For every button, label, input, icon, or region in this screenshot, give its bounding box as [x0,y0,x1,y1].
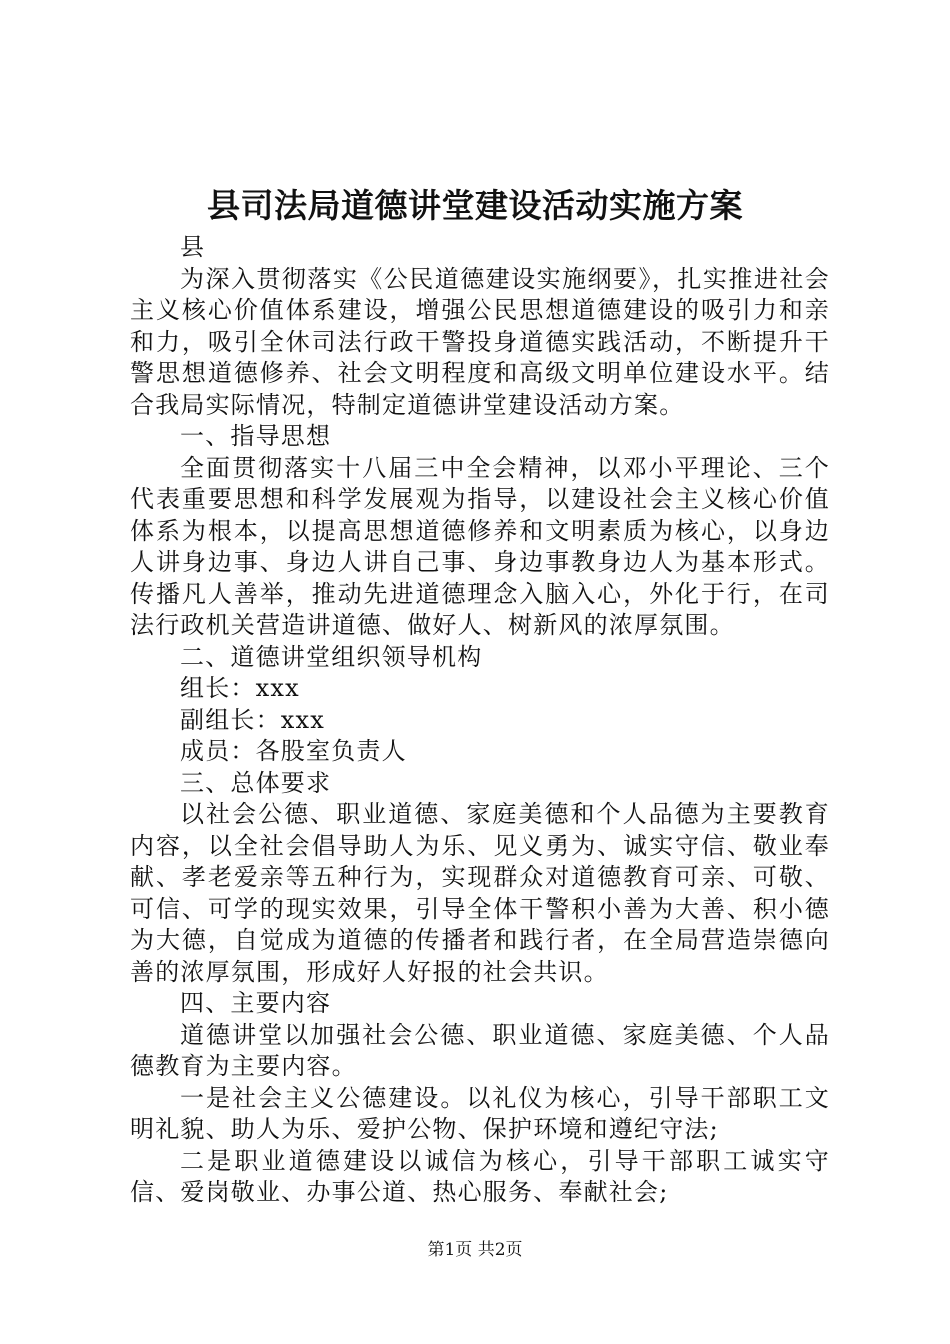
paragraph-county: 县 [180,233,206,261]
paragraph-professional-ethics: 二是职业道德建设以诚信为核心，引导干部职工诚实守信、爱岗敬业、办事公道、热心服务、奉献社会; [130,1146,830,1206]
members-line: 成员：各股室负责人 [180,737,407,765]
heading-leadership: 二、道德讲堂组织领导机构 [180,642,483,671]
document-title: 县司法局道德讲堂建设活动实施方案 [207,186,743,225]
page-number-footer: 第1页 共2页 [427,1240,523,1260]
heading-main-content: 四、主要内容 [180,989,332,1017]
paragraph-guiding-thought: 全面贯彻落实十八届三中全会精神，以邓小平理论、三个代表重要思想和科学发展观为指导，以建设社会主义核心价值体系为根本，以提高思想道德修养和文明素质为核心，以身边人讲身边事、身边人讲自己事、身边事教身边人为基本形式。传播凡人善举，推动先进道德理念入脑入心，外化于行，在司法行政机关营造讲道德、做好人、树新风的浓厚氛围。 [130,453,830,639]
document-body [130,232,830,1209]
paragraph-social-ethics: 一是社会主义公德建设。以礼仪为核心，引导干部职工文明礼貌、助人为乐、爱护公物、保护环境和遵纪守法; [130,1083,830,1143]
leader-line: 组长：xxx [180,674,300,702]
deputy-leader-line: 副组长：xxx [180,705,326,734]
paragraph-intro: 为深入贯彻落实《公民道德建设实施纲要》，扎实推进社会主义核心价值体系建设，增强公民思想道德建设的吸引力和亲和力，吸引全休司法行政干警投身道德实践活动，不断提升干警思想道德修养、社会文明程度和高级文明单位建设水平。结合我局实际情况，特制定道德讲堂建设活动方案。 [130,264,830,419]
heading-guiding-thought: 一、指导思想 [180,422,332,450]
paragraph-general-requirements: 以社会公德、职业道德、家庭美德和个人品德为主要教育内容，以全社会倡导助人为乐、见义勇为、诚实守信、敬业奉献、孝老爱亲等五种行为，实现群众对道德教育可亲、可敬、可信、可学的现实效果，引导全体干警积小善为大善、积小德为大德，自觉成为道德的传播者和践行者，在全局营造崇德向善的浓厚氛围，形成好人好报的社会共识。 [130,800,830,986]
heading-general-requirements: 三、总体要求 [180,768,332,797]
paragraph-main-content: 道德讲堂以加强社会公德、职业道德、家庭美德、个人品德教育为主要内容。 [130,1020,830,1080]
